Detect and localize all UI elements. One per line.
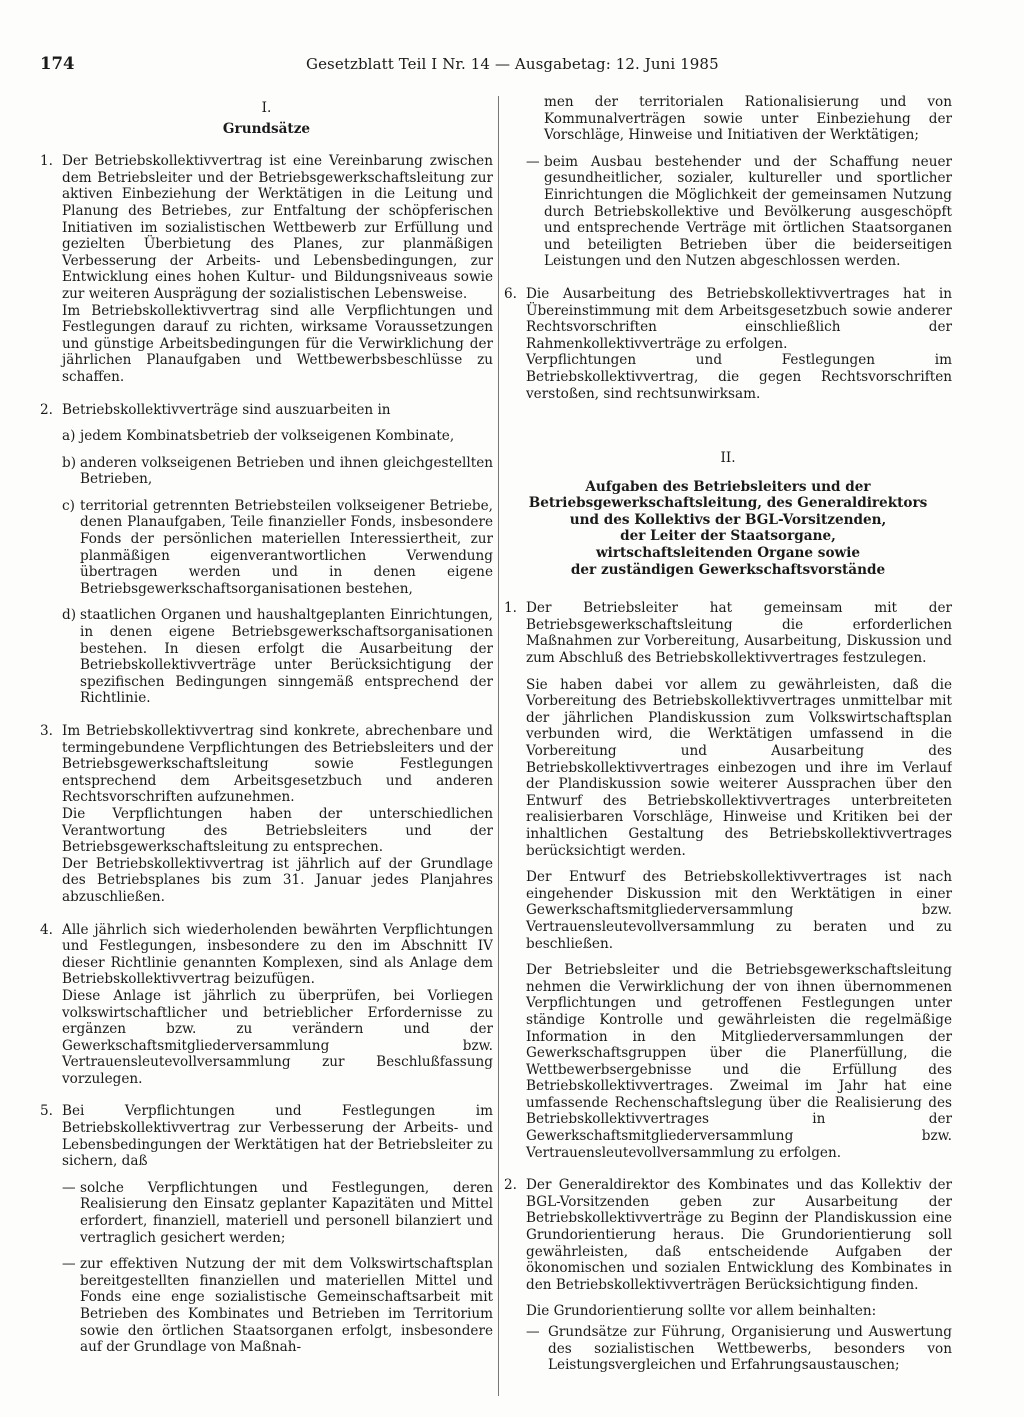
paragraph-number: 2. <box>40 401 53 418</box>
paragraph-5 <box>40 1103 493 1169</box>
dash-item-text: beim Ausbau bestehender und der Schaffung neuer gesundheitlicher, sozialer, kultureller und sportlicher Einrichtungen die Möglichkeit der gemeinsamen Nutzung durch Betriebskollektive und Bevölkerung ausgeschöpft und entsprechende Verträge mit örtlichen Staatsorganen und beteiligten Betrieben über die beiderseitigen Leistungen und den Nutzen abgeschlossen werden. <box>544 153 952 270</box>
paragraph-text: Der Betriebsleiter hat gemeinsam mit der Betriebsgewerkschaftsleitung die erforderlichen Maßnahmen zur Vorbereitung, Ausarbeitung, Diskussion und zum Abschluß des Betriebskollektivvertrages festzulegen. <box>526 600 952 667</box>
section-title-line: der zuständigen Gewerkschaftsvorstände <box>570 561 886 578</box>
section-title-line: der Leiter der Staatsorgane, <box>620 528 836 545</box>
paragraph-continuation: Im Betriebskollektivvertrag sind alle Verpflichtungen und Festlegungen darauf zu richten, wirksame Voraussetzungen und günstige Arbeitsbedingungen für die Verwirklichung der jährlichen Planaufgaben und Wettbewerbsbeschlüsse zu schaffen. <box>62 302 493 385</box>
list-item <box>40 428 493 445</box>
paragraph-2 <box>40 402 493 419</box>
page-number: 174 <box>40 54 75 73</box>
list-item <box>40 455 493 488</box>
paragraph-text: Der Generaldirektor des Kombinates und das Kollektiv der BGL-Vorsitzenden geben zur Ausarbeitung der Betriebskollektivverträge zu Beginn der Plandiskussion eine Grundorientierung heraus. Die Grundorientierung soll gewährleisten, daß entscheidende Aufgaben der ökonomischen und sozialen Entwicklung des Kombinates in den Betriebskollektivverträgen Berücksichtigung finden. <box>526 1177 952 1293</box>
dash-item <box>40 1256 493 1356</box>
list-item-text: anderen volkseigenen Betrieben und ihnen gleichgestellten Betrieben, <box>80 454 493 488</box>
list-item-text: territorial getrennten Betriebsteilen volkseigener Betriebe, denen Planaufgaben, Teile finanzieller Fonds, insbesondere Fonds der persönlichen materiellen Interessiertheit, zur planmäßigen eigenverantwortlichen Verwendung übertragen werden und in denen eigene Betriebsgewerkschaftsorganisationen bestehen, <box>80 497 493 597</box>
paragraph-text: Bei Verpflichtungen und Festlegungen im Betriebskollektivvertrag zur Verbesserung der Arbeits- und Lebensbedingungen der Werktätigen hat der Betriebsleiter zu sichern, daß <box>62 1103 493 1170</box>
dash-item <box>504 154 952 270</box>
list-marker: b) <box>62 454 77 471</box>
paragraph-continuation: Der Betriebskollektivvertrag ist jährlich auf der Grundlage des Betriebsplanes bis zum 31. Januar jedes Planjahres abzuschließen. <box>62 855 493 905</box>
paragraph-continuation: Verpflichtungen und Festlegungen im Betriebskollektivvertrag, die gegen Rechtsvorschriften verstoßen, sind rechtsunwirksam. <box>526 352 952 402</box>
dash-item-text: men der territorialen Rationalisierung und von Kommunalverträgen sowie unter Einbeziehung der Vorschläge, Hinweise und Initiativen der Werktätigen; <box>544 94 952 144</box>
section-title <box>504 479 952 579</box>
section-numeral: I. <box>261 100 272 116</box>
paragraph-continuation: Die Verpflichtungen haben der unterschiedlichen Verantwortung des Betriebsleiters und der Betriebsgewerkschaftsleitung zu entsprechen. <box>62 805 493 856</box>
paragraph-text: Betriebskollektivverträge sind auszuarbeiten in <box>62 401 391 418</box>
paragraph-text: Der Betriebskollektivvertrag ist eine Vereinbarung zwischen dem Betriebsleiter und der Betriebsgewerkschaftsleitung zur aktiven Einbeziehung der Werktätigen in die Leitung und Planung des Betriebes, zur Entfaltung der schöpferischen Initiativen im sozialistischen Wettbewerb zur Erfüllung und gezielten Überbietung des Planes, zur planmäßigen Verbesserung der Arbeits- und Lebensbedingungen, zur Entwicklung eines hohen Kultur- und Bildungsniveaus sowie zur weiteren Ausprägung der sozialistischen Lebensweise. <box>62 153 493 302</box>
dash-item-text: solche Verpflichtungen und Festlegungen, deren Realisierung den Einsatz geplanter Kapazitäten und Mittel erfordert, finanziell, materiell und personell bilanziert und vertraglich gesichert werden; <box>80 1179 493 1246</box>
dash-item <box>40 1180 493 1246</box>
right-column <box>504 94 952 1404</box>
section-title-line: Betriebsgewerkschaftsleitung, des Generaldirektors <box>528 495 928 512</box>
list-marker: a) <box>62 428 76 445</box>
paragraph-number: 3. <box>40 723 53 739</box>
paragraph-4 <box>40 922 493 1088</box>
dash-marker: — <box>526 153 540 170</box>
left-column <box>40 94 493 1404</box>
paragraph-continuation: Diese Anlage ist jährlich zu überprüfen, bei Vorliegen volkswirtschaftlicher und betrieblicher Erfordernisse zu ergänzen bzw. zu verändern und der Gewerkschaftsmitgliederversammlung bzw. Vertrauensleutevollversammlung zur Beschlußfassung vorzulegen. <box>62 987 493 1087</box>
paragraph-number: 4. <box>40 921 53 938</box>
paragraph-2 <box>504 1177 952 1320</box>
paragraph-text: Die Ausarbeitung des Betriebskollektivvertrages hat in Übereinstimmung mit dem Arbeitsgesetzbuch sowie anderer Rechtsvorschriften einschließlich der Rahmenkollektivverträge zu erfolgen. <box>526 285 952 352</box>
paragraph-continuation: Der Betriebsleiter und die Betriebsgewerkschaftsleitung nehmen die Verwirklichung der von ihnen übernommenen Verpflichtungen und getroffenen Festlegungen unter ständige Kontrolle und gewährleisten die regelmäßige Information in den Mitgliederversammlungen der Gewerkschaftsgruppen über die Planerfüllung, die Wettbewerbsergebnisse und die Erfüllung des Betriebskollektivvertrages. Zweimal im Jahr hat eine umfassende Rechenschaftslegung über die Realisierung des Betriebskollektivvertrages in der Gewerkschaftsmitgliederversammlung bzw. Vertrauensleutevollversammlung zu erfolgen. <box>526 962 952 1161</box>
paragraph-1 <box>40 153 493 385</box>
paragraph-1 <box>504 600 952 1161</box>
dash-item-text: zur effektiven Nutzung der mit dem Volkswirtschaftsplan bereitgestellten finanziellen und materiellen Mittel und Fonds eine enge sozialistische Gemeinschaftsarbeit mit Betrieben des Kombinates und Betrieben im Territorium sowie den örtlichen Staatsorganen erfolgt, insbesondere auf der Grundlage von Maßnah- <box>80 1256 493 1356</box>
list-item-text: staatlichen Organen und haushaltgeplanten Einrichtungen, in denen eigene Betriebsgewerkschaftsorganisationen bestehen. In diesen erfolgt die Ausarbeitung der Betriebskollektivverträge unter Berücksichtigung der spezifischen Bedingungen sinngemäß entsprechend der Richtlinie. <box>80 607 493 707</box>
paragraph-3 <box>40 723 493 906</box>
paragraph-number: 2. <box>504 1177 517 1194</box>
dash-item-continued <box>504 94 952 144</box>
list-marker: d) <box>62 607 77 624</box>
section-title: Grundsätze <box>222 120 311 137</box>
paragraph-number: 1. <box>40 153 53 170</box>
list-item <box>40 498 493 598</box>
paragraph-continuation: Die Grundorientierung sollte vor allem beinhalten: <box>526 1303 877 1320</box>
paragraph-continuation: Der Entwurf des Betriebskollektivvertrages ist nach eingehender Diskussion mit den Werktätigen in einer Gewerkschaftsmitgliederversammlung bzw. Vertrauensleutevollversammlung zu beraten und zu beschließen. <box>526 869 952 952</box>
section-title-line: Aufgaben des Betriebsleiters und der <box>585 478 871 495</box>
dash-item-text: Grundsätze zur Führung, Organisierung und Auswertung des sozialistischen Wettbewerbs, besonders von Leistungsvergleichen und Erfahrungsaustauschen; <box>548 1324 952 1374</box>
list-marker: c) <box>62 497 75 514</box>
dash-marker: — <box>526 1324 540 1340</box>
section-title-line: und des Kollektivs der BGL-Vorsitzenden, <box>569 511 887 528</box>
paragraph-continuation: Sie haben dabei vor allem zu gewährleisten, daß die Vorbereitung des Betriebskollektivvertrages unmittelbar mit der jährlichen Plandiskussion zum Volkswirtschaftsplan verbunden wird, die Werktätigen umfassend in die Vorbereitung und Ausarbeitung des Betriebskollektivvertrages einbezogen und ihre im Verlauf der Plandiskussion sowie weiterer Aussprachen über den Entwurf des Betriebskollektivvertrages unterbreiteten realisierbaren Vorschläge, Hinweise und Kritiken bei der inhaltlichen Gestaltung des Betriebskollektivvertrages berücksichtigt werden. <box>526 676 952 859</box>
list-item-text: jedem Kombinatsbetrieb der volkseigenen Kombinate, <box>80 428 455 445</box>
paragraph-6 <box>504 286 952 402</box>
column-divider <box>498 96 499 1396</box>
paragraph-number: 6. <box>504 285 517 302</box>
paragraph-number: 1. <box>504 600 517 617</box>
paragraph-text: Im Betriebskollektivvertrag sind konkrete, abrechenbare und termingebundene Verpflichtungen des Betriebsleiters und der Betriebsgewerkschaftsleitung sowie Festlegungen entsprechend dem Arbeitsgesetzbuch und anderen Rechtsvorschriften aufzunehmen. <box>62 723 493 806</box>
section-title-line: wirtschaftsleitenden Organe sowie <box>595 545 861 562</box>
dash-marker: — <box>62 1256 76 1273</box>
paragraph-number: 5. <box>40 1103 53 1120</box>
paragraph-text: Alle jährlich sich wiederholenden bewährten Verpflichtungen und Festlegungen, insbesondere zu den im Abschnitt IV dieser Richtlinie genannten Komplexen, sind als Anlage dem Betriebskollektivvertrag beizufügen. <box>62 921 493 988</box>
section-numeral: II. <box>720 450 736 467</box>
dash-marker: — <box>62 1179 76 1196</box>
page-header <box>0 56 1024 80</box>
dash-item <box>504 1324 952 1374</box>
running-head: Gesetzblatt Teil I Nr. 14 — Ausgabetag: 12. Juni 1985 <box>306 55 719 73</box>
list-item <box>40 607 493 707</box>
